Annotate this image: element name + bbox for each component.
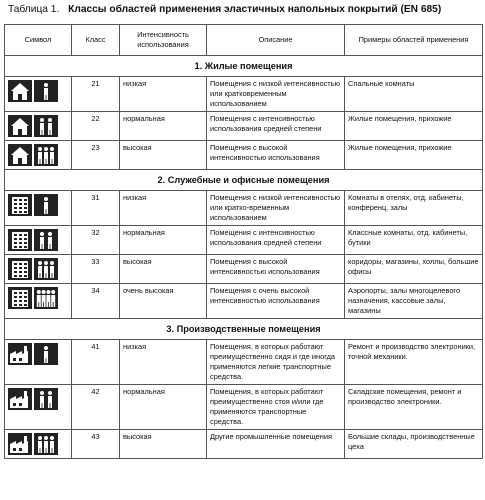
header-description: Описание [207, 25, 345, 56]
people-icon [34, 343, 58, 365]
table-row [5, 284, 483, 319]
description-cell: Помещения с высокой интенсивностью использования [207, 255, 345, 284]
examples-cell: Большие склады, производственные цеха [345, 430, 483, 459]
symbol-cell [5, 284, 72, 319]
table-row [5, 340, 483, 385]
section-title: 3. Производственные помещения [5, 319, 483, 340]
office-building-icon [8, 229, 32, 251]
intensity-cell: высокая [120, 255, 207, 284]
description-cell: Помещения с высокой интенсивностью использования [207, 141, 345, 170]
description-cell: Помещения с интенсивностью использования средней степени [207, 226, 345, 255]
factory-icon [8, 343, 32, 365]
header-examples: Примеры областей применения [345, 25, 483, 56]
class-cell: 31 [72, 191, 120, 226]
class-cell: 34 [72, 284, 120, 319]
table-row [5, 430, 483, 459]
table-row [5, 141, 483, 170]
description-cell: Помещения с низкой интенсивностью или кратко-временным использованием [207, 191, 345, 226]
class-cell: 43 [72, 430, 120, 459]
examples-cell: коридоры, магазины, холлы, большие офисы [345, 255, 483, 284]
office-building-icon [8, 287, 32, 309]
house-icon [8, 115, 32, 137]
intensity-cell: нормальная [120, 226, 207, 255]
house-icon [8, 144, 32, 166]
section-row [5, 319, 483, 340]
class-cell: 33 [72, 255, 120, 284]
examples-cell: Складские помещения, ремонт и производство электроники. [345, 385, 483, 430]
table-caption [8, 4, 441, 15]
table-row [5, 77, 483, 112]
people-icon [34, 258, 58, 280]
description-cell: Помещения, в которых работают преимущественно стоя и/или где применяются транспортные средства. [207, 385, 345, 430]
people-icon [34, 388, 58, 410]
intensity-cell: нормальная [120, 385, 207, 430]
examples-cell: Спальные комнаты [345, 77, 483, 112]
header-intensity: Интенсивность использования [120, 25, 207, 56]
people-icon [34, 229, 58, 251]
class-cell: 23 [72, 141, 120, 170]
class-cell: 41 [72, 340, 120, 385]
people-icon [34, 194, 58, 216]
description-cell: Другие промышленные помещения [207, 430, 345, 459]
people-icon [34, 287, 58, 309]
class-cell: 22 [72, 112, 120, 141]
people-icon [34, 144, 58, 166]
people-icon [34, 115, 58, 137]
class-cell: 42 [72, 385, 120, 430]
examples-cell: Комнаты в отелях, отд. кабинеты, конференц. залы [345, 191, 483, 226]
house-icon [8, 80, 32, 102]
header-class: Класс [72, 25, 120, 56]
symbol-cell [5, 141, 72, 170]
office-building-icon [8, 194, 32, 216]
description-cell: Помещения с низкой интенсивностью или кратковременным использованием [207, 77, 345, 112]
examples-cell: Жилые помещения, прихожие [345, 141, 483, 170]
intensity-cell: низкая [120, 77, 207, 112]
examples-cell: Классные комнаты, отд. кабинеты, бутики [345, 226, 483, 255]
symbol-cell [5, 226, 72, 255]
section-row [5, 56, 483, 77]
usage-classes-table [4, 24, 483, 459]
factory-icon [8, 388, 32, 410]
table-row [5, 112, 483, 141]
office-building-icon [8, 258, 32, 280]
symbol-cell [5, 112, 72, 141]
intensity-cell: высокая [120, 430, 207, 459]
description-cell: Помещения с интенсивностью использования средней степени [207, 112, 345, 141]
intensity-cell: очень высокая [120, 284, 207, 319]
intensity-cell: высокая [120, 141, 207, 170]
symbol-cell [5, 385, 72, 430]
symbol-cell [5, 255, 72, 284]
table-row [5, 226, 483, 255]
table-body [5, 56, 483, 459]
intensity-cell: низкая [120, 340, 207, 385]
header-row [5, 25, 483, 56]
examples-cell: Аэропорты, залы многоцелевого назначения, кассовые залы, магазины [345, 284, 483, 319]
examples-cell: Жилые помещения, прихожие [345, 112, 483, 141]
symbol-cell [5, 191, 72, 226]
intensity-cell: низкая [120, 191, 207, 226]
description-cell: Помещения, в которых работают преимущественно сидя и где иногда применяются легкие транспортные средства. [207, 340, 345, 385]
section-row [5, 170, 483, 191]
description-cell: Помещения с очень высокой интенсивностью использования [207, 284, 345, 319]
class-cell: 32 [72, 226, 120, 255]
table-title: Классы областей применения эластичных напольных покрытий (EN 685) [68, 4, 442, 15]
section-title: 2. Служебные и офисные помещения [5, 170, 483, 191]
class-cell: 21 [72, 77, 120, 112]
table-row [5, 385, 483, 430]
table-row [5, 255, 483, 284]
table-row [5, 191, 483, 226]
intensity-cell: нормальная [120, 112, 207, 141]
people-icon [34, 80, 58, 102]
people-icon [34, 433, 58, 455]
symbol-cell [5, 340, 72, 385]
symbol-cell [5, 77, 72, 112]
table-number: Таблица 1. [8, 4, 60, 15]
header-symbol: Символ [5, 25, 72, 56]
factory-icon [8, 433, 32, 455]
symbol-cell [5, 430, 72, 459]
section-title: 1. Жилые помещения [5, 56, 483, 77]
examples-cell: Ремонт и производство электроники, точной механики. [345, 340, 483, 385]
